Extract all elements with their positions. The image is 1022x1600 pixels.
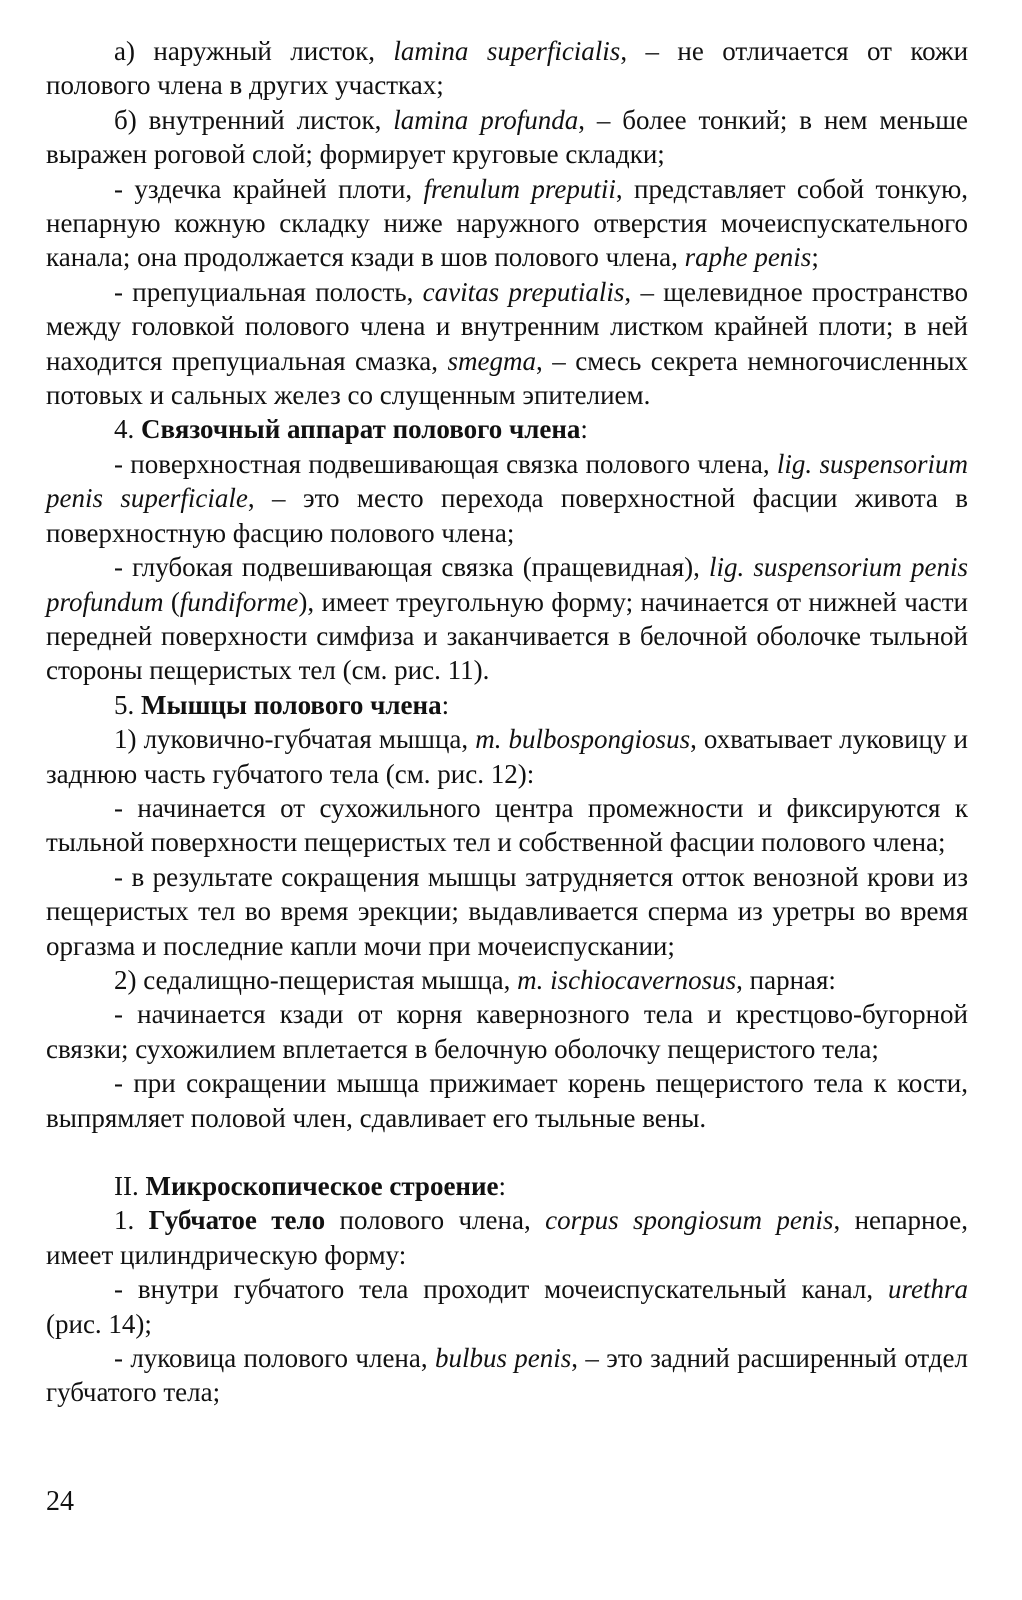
bold-text: Микроскопическое строение <box>145 1171 499 1201</box>
italic-latin-term: corpus spongiosum penis <box>545 1205 834 1236</box>
italic-latin-term: raphe penis <box>684 242 812 273</box>
text-run: , охватывает луковицу и заднюю часть губчатого тела (см. рис. 12): <box>46 724 969 789</box>
page-text <box>46 34 968 1410</box>
text-run: , – не отличается от кожи полового члена в других участках; <box>46 36 969 101</box>
paragraph <box>46 34 968 103</box>
text-run: полового члена, <box>325 1205 546 1236</box>
text-run: - начинается от сухожильного центра промежности и фиксируются к тыльной поверхности пещеристых тел и собственной фасции полового члена; <box>46 792 968 858</box>
paragraph <box>46 722 968 791</box>
paragraph <box>46 172 968 275</box>
text-run: 1) луковично-губчатая мышца, <box>114 724 476 755</box>
bold-text: Мышцы полового члена <box>141 689 442 720</box>
paragraph <box>46 275 968 413</box>
text-run: , парная: <box>736 964 836 995</box>
text-run: - поверхностная подвешивающая связка полового члена, <box>114 448 777 479</box>
text-run: , – это место перехода поверхностной фасции живота в поверхностную фасцию полового члена; <box>46 483 968 548</box>
paragraph-gap <box>46 1135 968 1169</box>
text-run: , – смесь секрета немногочисленных потовых и сальных желез со слущенным эпителием. <box>46 345 969 411</box>
bold-text: Связочный аппарат полового члена <box>141 414 581 445</box>
text-run: а) наружный листок, <box>114 36 394 66</box>
paragraph <box>46 791 968 860</box>
text-run: - луковица полового члена, <box>114 1343 435 1374</box>
text-run: II. <box>114 1171 146 1201</box>
italic-latin-term: lig. suspensorium penis superficiale <box>46 448 968 514</box>
paragraph <box>46 1169 968 1203</box>
italic-latin-term: lamina superficialis <box>393 36 621 66</box>
paragraph <box>46 1066 968 1135</box>
text-run: - при сокращении мышца прижимает корень пещеристого тела к кости, выпрямляет половой член, сдавливает его тыльные вены. <box>46 1068 968 1133</box>
text-run: - уздечка крайней плоти, <box>114 173 424 204</box>
text-run: - внутри губчатого тела проходит мочеиспускательный канал, <box>114 1274 888 1305</box>
text-run: - глубокая подвешивающая связка (пращевидная), <box>114 552 710 583</box>
italic-latin-term: smegma <box>447 345 536 376</box>
paragraph <box>46 963 968 997</box>
italic-latin-term: cavitas preputialis <box>422 276 625 307</box>
text-run: б) внутренний листок, <box>114 104 394 135</box>
text-run: , – щелевидное пространство между головкой полового члена и внутренним листком крайней плоти; в ней находится препуциальная смазка, <box>46 276 968 376</box>
paragraph <box>46 860 968 963</box>
paragraph <box>46 997 968 1066</box>
paragraph <box>46 412 968 446</box>
text-run: , непарное, имеет цилиндрическую форму: <box>46 1205 968 1270</box>
italic-latin-term: urethra <box>888 1274 968 1305</box>
paragraph <box>46 1341 968 1410</box>
italic-latin-term: lamina profunda <box>393 104 579 135</box>
italic-latin-term: fundiforme <box>179 586 299 617</box>
bold-text: Губчатое тело <box>148 1205 326 1236</box>
italic-latin-term: m. bulbospongiosus <box>475 724 691 755</box>
italic-latin-term: m. ischiocavernosus <box>517 964 737 995</box>
italic-latin-term: bulbus penis <box>434 1343 572 1374</box>
paragraph <box>46 688 968 722</box>
text-run: - в результате сокращения мышцы затрудняется отток венозной крови из пещеристых тел во время эрекции; выдавливается сперма из уретры во время оргазма и последние капли мочи при мочеиспускании; <box>46 861 968 961</box>
italic-latin-term: frenulum preputii <box>423 173 616 204</box>
text-run: - начинается кзади от корня кавернозного тела и крестцово-бугорной связки; сухожилием вплетается в белочную оболочку пещеристого тела; <box>46 999 968 1064</box>
text-run: - препуциальная полость, <box>114 276 423 307</box>
text-run: : <box>441 689 450 720</box>
text-run: , представляет собой тонкую, непарную кожную складку ниже наружного отверстия мочеиспускательного канала; она продолжается кзади в шов полового члена, <box>46 173 969 273</box>
text-run: 5. <box>114 689 141 720</box>
paragraph <box>46 447 968 550</box>
paragraph <box>46 1203 968 1272</box>
text-run: ( <box>163 586 180 617</box>
text-run: : <box>498 1171 507 1201</box>
text-run: 1. <box>114 1205 149 1236</box>
text-run: ), имеет треугольную форму; начинается от нижней части передней поверхности симфиза и заканчивается в белочной оболочке тыльной стороны пещеристых тел (см. рис. 11). <box>46 586 968 686</box>
italic-latin-term: lig. suspensorium penis profundum <box>46 552 968 617</box>
paragraph <box>46 550 968 688</box>
text-run: : <box>580 414 588 445</box>
text-run: , – более тонкий; в нем меньше выражен роговой слой; формирует круговые складки; <box>46 104 968 170</box>
text-run: , – это задний расширенный отдел губчатого тела; <box>46 1343 968 1408</box>
page-number: 24 <box>46 1486 74 1517</box>
text-run: (рис. 14); <box>46 1308 152 1339</box>
paragraph <box>46 103 968 172</box>
text-run: 2) седалищно-пещеристая мышца, <box>114 964 518 995</box>
paragraph <box>46 1272 968 1341</box>
text-run: 4. <box>114 414 141 445</box>
text-run: ; <box>811 242 819 273</box>
